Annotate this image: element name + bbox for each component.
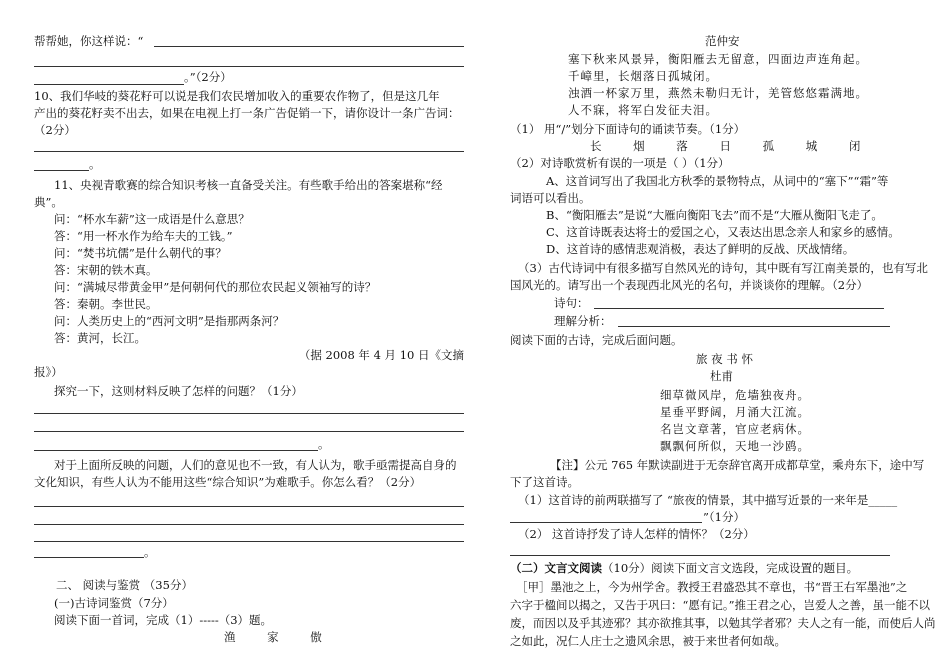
q10-line2: 产出的葵花籽卖不出去，如果在电视上打一条广告促销一下，请你设计一条广告词： [34,106,460,120]
q2-option-a-cont: 词语可以看出。 [510,191,591,205]
p2-q1-line2: ”（1分） [703,510,745,524]
q2-option-b: B、“衡阳雁去”是说“大雁向衡阳飞去”而不是“大雁从衡阳飞走了。 [546,208,883,222]
q10-end: 。 [89,157,101,171]
answer-line[interactable] [34,413,464,414]
right-column [510,0,936,672]
answer-line[interactable] [34,450,318,451]
poem-line: 千嶂里，长烟落日孤城闭。 [568,69,718,83]
q3-line1: （3）古代诗词中有很多描写自然风光的诗句，其中既有写江南美景的，也有写北 [518,261,928,275]
qa-line: 问：人类历史上的“西河文明”是指那两条河？ [54,314,285,328]
classical-text-line: 六字于楹间以揭之，又告于巩曰：“愿有记。”推王君之心，岂爱人之善，虽一能不以 [510,598,931,612]
poem-author: 范仲安 [705,34,740,48]
answer-line[interactable] [34,66,464,67]
opinion-line2: 文化知识，有些人认为不能用这些“综合知识”为难歌手。你怎么看？（2分） [34,475,422,489]
opinion-end: 。 [144,545,156,559]
poem2-author: 杜甫 [710,369,733,383]
poem-label: 诗句： [554,296,589,310]
classical-text-line: 废，而因以及乎其迹邪？其亦欲推其事，以勉其学者邪？夫人之有一能，而使后人尚 [510,616,936,630]
qa-line: 问：“焚书坑儒”是什么朝代的事？ [54,246,227,260]
p2-q2: （2） 这首诗抒发了诗人怎样的情怀？（2分） [518,527,755,541]
qa-line: 答：宋朝的铁木真。 [54,263,158,277]
poetry-subheading: (一)古诗词鉴赏（7分） [54,596,174,610]
answer-line[interactable] [594,308,884,309]
q2-option-a: A、这首词写出了我国北方秋季的景物特点，从词中的“塞下”“霜”等 [546,174,889,188]
read-poem2-instruction: 阅读下面的古诗，完成后面问题。 [510,333,683,347]
left-column [34,0,464,672]
poem2-line: 星垂平野阔，月涌大江流。 [660,405,810,419]
q11-line1: 11、央视青歌赛的综合知识考核一直备受关注。有些歌手给出的答案堪称“经 [54,178,443,192]
answer-line[interactable] [34,151,464,152]
answer-line[interactable] [510,555,890,556]
q10-line3: （2分） [34,123,76,137]
answer-line[interactable] [154,46,464,47]
poem2-title: 旅 夜 书 怀 [696,352,753,366]
source-line1: （据 2008 年 4 月 10 日《文摘 [298,348,464,362]
poem-title: 渔 家 傲 [224,630,336,644]
poem2-line: 细草微风岸，危墙独夜舟。 [660,388,810,402]
answer-line[interactable] [34,524,464,525]
q11-line2: 典”。 [34,195,63,209]
qa-line: 问：“杯水车薪”这一成语是什么意思？ [54,212,250,226]
qa-line: 答：黄河，长江。 [54,331,146,345]
poem-line: 浊酒一杯家万里，燕然未勒归无计，羌管悠悠霜满地。 [568,86,868,100]
note-line2: 下了这首诗。 [510,475,579,489]
q1-prompt: （1） 用“/”划分下面诗句的诵读节奏。（1分） [510,122,746,136]
answer-line[interactable] [34,541,464,542]
poem-line: 塞下秋来风景异，衡阳雁去无留意，四面边声连角起。 [568,52,868,66]
answer-line[interactable] [34,84,184,85]
q2-option-c: C、这首诗既表达将士的爱国之心，又表达出思念亲人和家乡的感情。 [546,225,900,239]
poem-line: 人不寐，将军白发征夫泪。 [568,103,718,117]
section-two-heading: 二、 阅读与鉴赏 （35分） [56,578,193,592]
classical-heading-rest: （10分）阅读下面文言文选段，完成设置的题目。 [602,561,859,575]
classical-section-heading [510,561,858,575]
q3-line2: 国风光的。请写出一个表现西北风光的名句，并谈谈你的理解。（2分） [510,278,869,292]
answer-line[interactable] [510,522,702,523]
answer-line[interactable] [34,170,89,171]
qa-line: 问：“满城尽带黄金甲”是何朝何代的那位农民起义领袖写的诗？ [54,280,377,294]
explore-question: 探究一下，这则材料反映了怎样的问题？（1分） [54,384,303,398]
q9-tail: 帮帮她，你这样说：“ [34,34,144,48]
q2-option-d: D、这首诗的感情悲观消极，表达了鲜明的反战、厌战情绪。 [546,242,855,256]
qa-line: 答：秦朝。李世民。 [54,297,158,311]
q9-end: 。”（2分） [184,70,232,84]
answer-line[interactable] [34,431,464,432]
qa-line: 答：“用一杯水作为给车夫的工钱。” [54,229,233,243]
answer-line[interactable] [34,506,464,507]
classical-heading-bold: （二）文言文阅读 [510,561,602,575]
read-poem-instruction: 阅读下面一首词，完成（1）-----（3）题。 [54,613,273,627]
q10-line1: 10、我们华岐的葵花籽可以说是我们农民增加收入的重要农作物了，但是这几年 [34,89,440,103]
understand-label: 理解分析： [554,314,612,328]
poem2-line: 名岂文章著，官应老病休。 [660,422,810,436]
p2-q1-line1: （1）这首诗的前两联描写了 “旅夜的情景，其中描写近景的一来年是_____ [518,493,898,507]
answer-line[interactable] [34,557,144,558]
source-line2: 报》） [34,365,63,379]
opinion-line1: 对于上面所反映的问题，人们的意见也不一致，有人认为，歌手亟需提高自身的 [54,458,457,472]
explore-end: 。 [318,437,330,451]
classical-text-line: ［甲］墨池之上，今为州学舍。教授王君盛恐其不章也，书“晋王右军墨池”之 [516,580,908,594]
note-line1: 【注】公元 765 年默读副进于无奈辞官离开成都草堂，乘舟东下，途中写 [550,458,925,472]
answer-line[interactable] [618,326,890,327]
q2-prompt: （2）对诗歌赏析有误的一项是（ ）（1分） [510,156,730,170]
q1-verse: 长 烟 落 日 孤 城 闭 [590,139,875,153]
poem2-line: 飘飘何所似，天地一沙鸥。 [660,439,810,453]
classical-text-line: 之如此，况仁人庄士之遗风余思，被于来世者何如哉。 [510,634,786,648]
